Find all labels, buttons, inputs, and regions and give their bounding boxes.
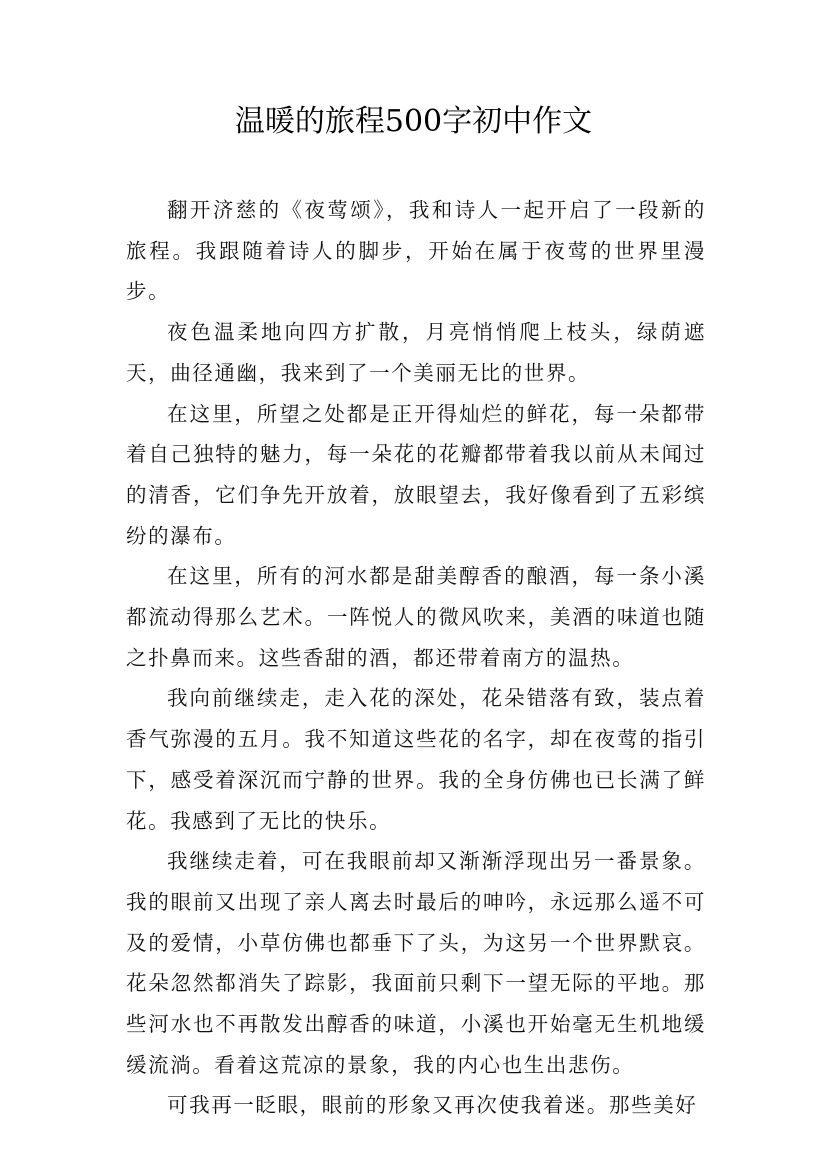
paragraph-3: 在这里，所望之处都是正开得灿烂的鲜花，每一朵都带着自己独特的魅力，每一朵花的花瓣都带着我以前从未闻过的清香，它们争先开放着，放眼望去，我好像看到了五彩缤纷的瀑布。: [126, 401, 706, 548]
paragraph-6: 我继续走着，可在我眼前却又渐渐浮现出另一番景象。我的眼前又出现了亲人离去时最后的呻吟，永远那么遥不可及的爱情，小草仿佛也都垂下了头，为这另一个世界默哀。花朵忽然都消失了踪影，我面前只剩下一望无际的平地。那些河水也不再散发出醇香的味道，小溪也开始毫无生机地缓缓流淌。看着这荒凉的景象，我的内心也生出悲伤。: [126, 849, 706, 1077]
paragraph-4: 在这里，所有的河水都是甜美醇香的酿酒，每一条小溪都流动得那么艺术。一阵悦人的微风吹来，美酒的味道也随之扑鼻而来。这些香甜的酒，都还带着南方的温热。: [126, 564, 706, 670]
paragraph-7: 可我再一眨眼，眼前的形象又再次使我着迷。那些美好: [167, 1093, 698, 1118]
paragraph-5: 我向前继续走，走入花的深处，花朵错落有致，装点着香气弥漫的五月。我不知道这些花的名字，却在夜莺的指引下，感受着深沉而宁静的世界。我的全身仿佛也已长满了鲜花。我感到了无比的快乐。: [126, 686, 706, 833]
document-title: 温暖的旅程500字初中作文: [234, 104, 593, 139]
paragraph-1: 翻开济慈的《夜莺颂》，我和诗人一起开启了一段新的旅程。我跟随着诗人的脚步，开始在属于夜莺的世界里漫步。: [126, 198, 706, 304]
essay-body: [126, 190, 706, 1126]
paragraph-2: 夜色温柔地向四方扩散，月亮悄悄爬上枝头，绿荫遮天，曲径通幽，我来到了一个美丽无比的世界。: [126, 320, 706, 385]
